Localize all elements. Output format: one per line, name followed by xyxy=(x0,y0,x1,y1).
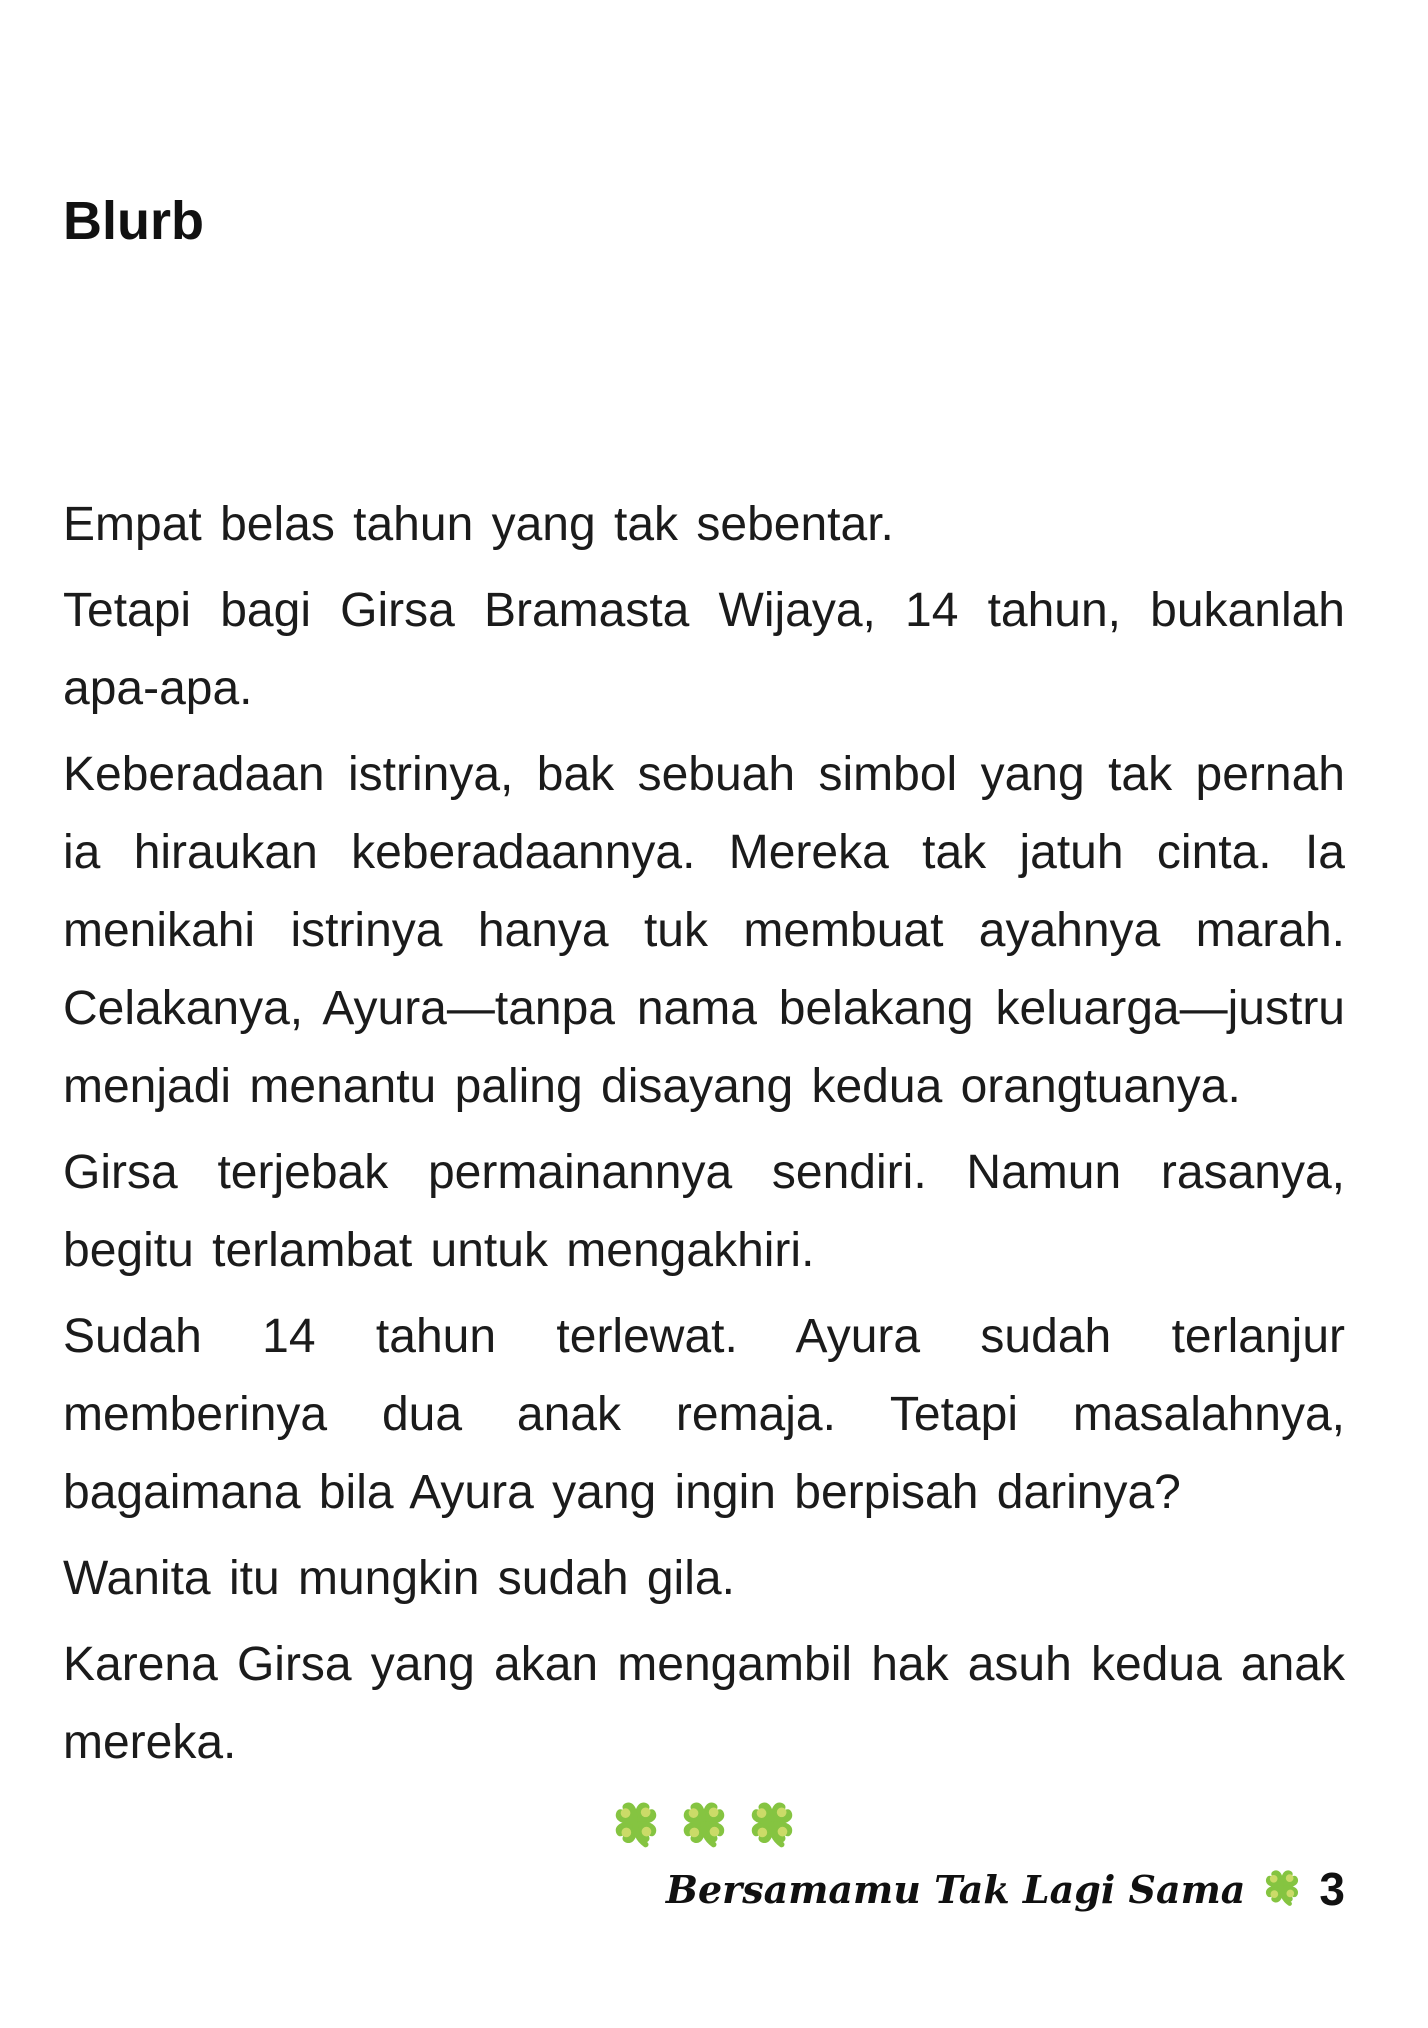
paragraph: Girsa terjebak permainannya sendiri. Namun rasanya, begitu terlambat untuk mengakhiri. xyxy=(63,1146,1345,1277)
paragraph: Keberadaan istrinya, bak sebuah simbol yang tak pernah ia hiraukan keberadaannya. Mereka tak jatuh cinta. Ia menikahi istrinya hanya tuk membuat ayahnya marah. Celakanya, Ayura—tanpa nama belakang keluarga—justru menjadi menantu paling disayang kedua orangtuanya. xyxy=(63,748,1345,1113)
blurb-text xyxy=(63,486,1345,1782)
four-leaf-clover-icon xyxy=(675,1797,733,1855)
paragraph: Empat belas tahun yang tak sebentar. xyxy=(63,498,894,551)
paragraph: Karena Girsa yang akan mengambil hak asuh kedua anak mereka. xyxy=(63,1638,1345,1769)
four-leaf-clover-icon xyxy=(1259,1866,1305,1912)
page-footer xyxy=(666,1862,1345,1916)
book-title: Bersamamu Tak Lagi Sama xyxy=(665,1866,1246,1912)
four-leaf-clover-icon xyxy=(743,1797,801,1855)
paragraph: Tetapi bagi Girsa Bramasta Wijaya, 14 tahun, bukanlah apa-apa. xyxy=(63,584,1345,715)
page-title: Blurb xyxy=(63,191,204,251)
paragraph: Sudah 14 tahun terlewat. Ayura sudah terlanjur memberinya dua anak remaja. Tetapi masalahnya, bagaimana bila Ayura yang ingin berpisah darinya? xyxy=(63,1310,1345,1519)
four-leaf-clover-icon xyxy=(607,1797,665,1855)
page-number: 3 xyxy=(1319,1863,1345,1915)
paragraph: Wanita itu mungkin sudah gila. xyxy=(63,1552,735,1605)
clover-divider xyxy=(63,1797,1345,1855)
